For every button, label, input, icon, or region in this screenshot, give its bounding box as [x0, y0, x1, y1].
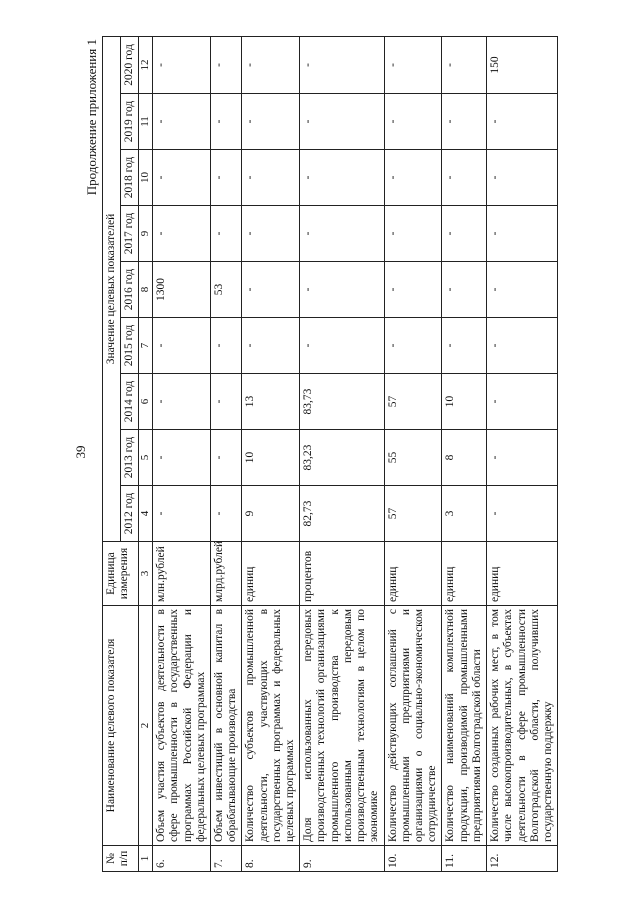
value-cell: 55	[384, 430, 442, 486]
indicator-name: Количество действующих соглашений с промышленными предприятиями и организациями о социально-экономическом сотрудничестве	[384, 606, 442, 846]
header-unit: Единица измерения	[103, 542, 139, 606]
indicator-name: Количество наименований комплектной продукции, производимой промышленными предприятиями Волгоградской области	[442, 606, 487, 846]
header-year: 2012 год	[121, 486, 139, 542]
header-values-group: Значение целевых показателей	[103, 36, 121, 541]
value-cell: 9	[242, 486, 300, 542]
row-number: 6.	[153, 846, 211, 872]
value-cell: 82,73	[300, 486, 384, 542]
table-row	[487, 36, 558, 871]
value-cell: -	[300, 150, 384, 206]
value-cell: -	[487, 374, 558, 430]
row-number: 9.	[300, 846, 384, 872]
value-cell: -	[153, 318, 211, 374]
value-cell: -	[487, 486, 558, 542]
header-year: 2019 год	[121, 94, 139, 150]
column-number: 3	[139, 542, 153, 606]
column-number: 11	[139, 94, 153, 150]
value-cell: -	[442, 206, 487, 262]
value-cell: -	[487, 150, 558, 206]
value-cell: 150	[487, 36, 558, 93]
value-cell: -	[384, 262, 442, 318]
value-cell: -	[210, 206, 241, 262]
value-cell: -	[384, 36, 442, 93]
unit-cell: процентов	[300, 542, 384, 606]
column-number: 10	[139, 150, 153, 206]
value-cell: -	[384, 318, 442, 374]
indicator-name: Доля использованных передовых производственных технологий организациями промышленного производства к использованным передовым производственным технологиям в целом по экономике	[300, 606, 384, 846]
value-cell: 3	[442, 486, 487, 542]
value-cell: 57	[384, 486, 442, 542]
column-number: 4	[139, 486, 153, 542]
value-cell: -	[210, 94, 241, 150]
value-cell: -	[487, 318, 558, 374]
column-number: 6	[139, 374, 153, 430]
header-year: 2020 год	[121, 36, 139, 93]
value-cell: -	[210, 36, 241, 93]
indicator-name: Объем инвестиций в основной капитал в обрабатывающие производства	[210, 606, 241, 846]
value-cell: 10	[242, 430, 300, 486]
value-cell: -	[242, 36, 300, 93]
row-number: 12.	[487, 846, 558, 872]
value-cell: -	[153, 36, 211, 93]
table-row	[153, 36, 211, 871]
table-row	[384, 36, 442, 871]
value-cell: -	[300, 94, 384, 150]
value-cell: -	[442, 36, 487, 93]
table-row	[210, 36, 241, 871]
value-cell: 83,73	[300, 374, 384, 430]
table-row	[300, 36, 384, 871]
rotated-table-area	[84, 37, 639, 872]
value-cell: -	[210, 318, 241, 374]
value-cell: -	[300, 206, 384, 262]
header-year: 2015 год	[121, 318, 139, 374]
value-cell: 53	[210, 262, 241, 318]
indicator-name: Количество созданных рабочих мест, в том числе высокопроизводительных, в субъектах деятельности в сфере промышленности Волгоградской области, получивших государственную поддержку	[487, 606, 558, 846]
value-cell: -	[487, 94, 558, 150]
value-cell: -	[487, 206, 558, 262]
header-indicator: Наименование целевого показателя	[103, 606, 139, 846]
value-cell: -	[300, 36, 384, 93]
column-number: 2	[139, 606, 153, 846]
column-number-row	[139, 36, 153, 871]
value-cell: -	[242, 94, 300, 150]
value-cell: 83,23	[300, 430, 384, 486]
header-year: 2013 год	[121, 430, 139, 486]
row-number: 11.	[442, 846, 487, 872]
value-cell: -	[487, 430, 558, 486]
value-cell: -	[242, 206, 300, 262]
value-cell: -	[384, 206, 442, 262]
row-number: 8.	[242, 846, 300, 872]
value-cell: 13	[242, 374, 300, 430]
value-cell: -	[153, 94, 211, 150]
value-cell: -	[242, 150, 300, 206]
value-cell: -	[300, 262, 384, 318]
value-cell: -	[210, 430, 241, 486]
continued-label: Продолжение приложения 1	[84, 39, 99, 196]
value-cell: -	[153, 150, 211, 206]
indicators-table	[102, 36, 558, 872]
value-cell: -	[210, 150, 241, 206]
table-row	[442, 36, 487, 871]
column-number: 9	[139, 206, 153, 262]
unit-cell: единиц	[384, 542, 442, 606]
column-number: 1	[139, 846, 153, 872]
value-cell: -	[442, 150, 487, 206]
value-cell: -	[153, 430, 211, 486]
value-cell: -	[384, 150, 442, 206]
header-year: 2017 год	[121, 206, 139, 262]
value-cell: -	[442, 318, 487, 374]
table-row	[242, 36, 300, 871]
value-cell: -	[242, 318, 300, 374]
unit-cell: единиц	[242, 542, 300, 606]
table-body	[153, 36, 558, 871]
value-cell: -	[442, 262, 487, 318]
header-year: 2016 год	[121, 262, 139, 318]
value-cell: 57	[384, 374, 442, 430]
value-cell: 8	[442, 430, 487, 486]
value-cell: -	[153, 206, 211, 262]
header-year: 2018 год	[121, 150, 139, 206]
table-header	[103, 36, 153, 871]
unit-cell: млн.рублей	[153, 542, 211, 606]
value-cell: 1300	[153, 262, 211, 318]
value-cell: -	[210, 374, 241, 430]
value-cell: -	[153, 374, 211, 430]
column-number: 12	[139, 36, 153, 93]
row-number: 7.	[210, 846, 241, 872]
unit-cell: млрд.рублей	[210, 542, 241, 606]
page-number: 39	[73, 445, 88, 459]
header-year: 2014 год	[121, 374, 139, 430]
value-cell: -	[384, 94, 442, 150]
unit-cell: единиц	[442, 542, 487, 606]
column-number: 8	[139, 262, 153, 318]
value-cell: -	[487, 262, 558, 318]
unit-cell: единиц	[487, 542, 558, 606]
header-no: № п/п	[103, 846, 139, 872]
value-cell: 10	[442, 374, 487, 430]
column-number: 7	[139, 318, 153, 374]
column-number: 5	[139, 430, 153, 486]
value-cell: -	[210, 486, 241, 542]
value-cell: -	[442, 94, 487, 150]
indicator-name: Объем участия субъектов деятельности в сфере промышленности в государственных программах Российской Федерации и федеральных целевых программах	[153, 606, 211, 846]
row-number: 10.	[384, 846, 442, 872]
indicator-name: Количество субъектов промышленной деятельности, участвующих в государственных программах и федеральных целевых программах	[242, 606, 300, 846]
value-cell: -	[300, 318, 384, 374]
value-cell: -	[242, 262, 300, 318]
value-cell: -	[153, 486, 211, 542]
